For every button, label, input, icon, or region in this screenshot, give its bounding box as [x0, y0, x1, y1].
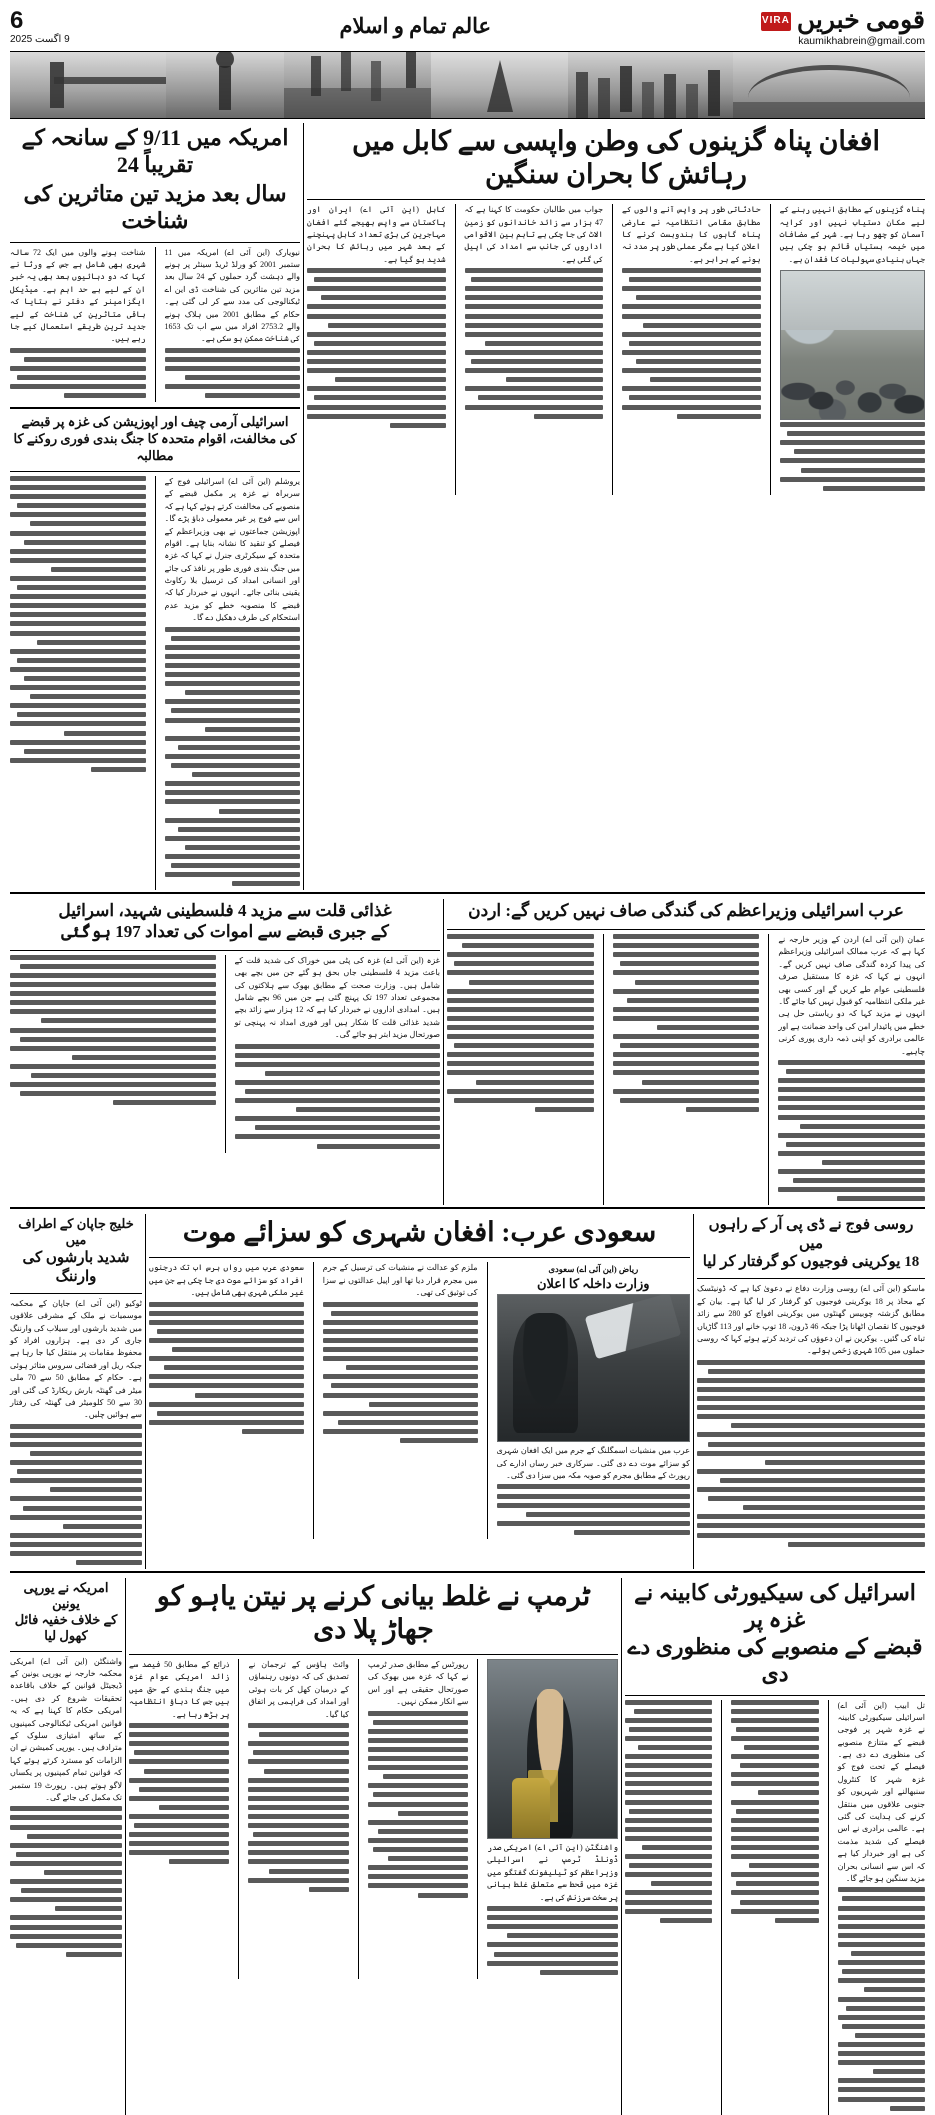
headline-line-2: 18 یوکرینی فوجیوں کو گرفتار کر لیا: [702, 1254, 920, 1271]
russia-body: ماسکو (این آئی اے) روسی وزارت دفاع نے دعویٰ کیا ہے کہ ڈونیٹسک کے محاذ پر 18 یوکرینی فوجیوں کو گرفتار کر لیا گیا ہے۔ بیان کے مطابق گزشتہ چوبیس گھنٹوں میں یوکرینی افواج کو 280 سے زائد فوجیوں کا نقصان اٹھانا پڑا جبکہ 46 ڈرون، 18 توپ خانے اور 113 گاڑیاں تباہ کی گئیں۔ یوکرین نے ان دعوؤں کی تردید کرتے ہوئے کہا کہ روسی حملوں میں 105 شہری زخمی ہوئے۔: [697, 1284, 925, 1356]
brand-logo-icon: VIRA: [761, 12, 791, 31]
headline-line-1: روسی فوج نے ڈی پی آر کے راہوں میں: [708, 1217, 914, 1252]
israel-sec-col-3: [625, 1700, 712, 2115]
lead-body-3: جواب میں طالبان حکومت کا کہنا ہے کہ 47 ہزار سے زائد خاندانوں کو زمین الاٹ کی جا چکی ہے تاہم بین الاقوامی اداروں کی جانب سے امداد کی اپیل کی گئی ہے۔: [464, 205, 604, 264]
third-block: [10, 1214, 925, 1569]
article-trump-netanyahu: [129, 1578, 618, 2115]
israel-sec-col-1: [838, 1700, 925, 2115]
lead-col-3: [465, 204, 604, 495]
saudi-sub: وزارت داخلہ کا اعلان: [536, 1276, 650, 1292]
a911-body-1: نیویارک (این آئی اے) امریکہ میں 11 ستمبر 2001 کو ورلڈ ٹریڈ سینٹر پر ہونے والے دہشت گرد حملوں کے 24 سال بعد مزید تین متاثرین کی شناخت ڈی این اے ٹیکنالوجی کی مدد سے کر لی گئی ہے۔ حکام کے مطابق 2001 میں ہلاک ہونے والے 2753.2 افراد میں سے اب تک 1653 کی شناخت ممکن ہو سکی ہے۔: [164, 247, 301, 344]
photo-afghan-refugee-camp: [780, 270, 925, 420]
trump-body-3: وائٹ ہاؤس کے ترجمان نے تصدیق کی کہ دونوں رہنماؤں کے درمیان کھل کر بات ہوئی اور امداد کی فراہمی پر اتفاق کیا گیا۔: [248, 1660, 349, 1719]
photo-saudi-execution: [497, 1294, 690, 1442]
a911-col-1: [165, 247, 301, 403]
food-col-2: [10, 955, 216, 1153]
photo-trump-speech: [487, 1659, 618, 1839]
headline-line-2: سال بعد مزید تین متاثرین کی شناخت: [23, 180, 287, 233]
headline-line-1: خلیج جاپان کے اطراف: [18, 1216, 134, 1232]
lead-col-1: [780, 204, 925, 495]
article-america-911: [10, 123, 300, 890]
headline-line-2: قبضے کے منصوبے کی منظوری دے دی: [627, 1633, 923, 1686]
israel-chief-col-2: [10, 476, 146, 890]
headline-line-1: غذائی قلت سے مزید 4 فلسطینی شہید، اسرائیل: [58, 901, 392, 921]
headline: عرب اسرائیلی وزیراعظم کی گندگی صاف نہیں کریں گے: اردن: [468, 901, 904, 921]
article-japan-rain: [10, 1214, 142, 1569]
bottom-block: [10, 1578, 925, 2115]
saudi-col-3: [149, 1262, 304, 1539]
banner-image-sydney-harbour-bridge: [733, 52, 925, 118]
headline-line-2: کے جبری قبضے سے اموات کی تعداد 197 ہوگئی: [61, 922, 389, 942]
lead-dateline: پناہ گزینوں کے مطابق انہیں رہنے کے لیے مکان دستیاب نہیں اور کرایہ آسمان کو چھو رہا ہے۔ شہر کے مضافات میں خیمہ بستیاں قائم ہو چکی ہیں جہاں بنیادی سہولیات کا فقدان ہے۔: [779, 205, 925, 264]
trump-body-2: رپورٹس کے مطابق صدر ٹرمپ نے کہا کہ غزہ میں بھوک کی صورتحال حقیقی ہے اور اس سے انکار ممکن نہیں۔: [367, 1660, 469, 1707]
banner-image-tower-bridge: [10, 52, 166, 118]
arab-col-3: [447, 934, 594, 1205]
lead-col-2: [622, 204, 761, 495]
headline-line-3: شدید بارشوں کی وارننگ: [22, 1250, 130, 1285]
israel-sec-body: تل ابیب (این آئی اے) اسرائیلی سیکیورٹی کابینہ نے غزہ شہر پر فوجی قبضے کے متنازع منصوبے کی منظوری دے دی ہے۔ فیصلے کے تحت فوج کو غزہ شہر کا کنٹرول سنبھالنے اور شہریوں کو جنوبی علاقوں میں منتقل کرنے کی ہدایت کی گئی ہے۔ عالمی برادری نے اس فیصلے کی شدید مذمت کی ہے اور خبردار کیا ہے کہ اس سے انسانی بحران مزید سنگین ہو جائے گا۔: [837, 1700, 925, 1883]
saudi-col-1: [497, 1262, 690, 1539]
section-title: عالم تمام و اسلام: [339, 14, 492, 38]
saudi-dateline: ریاض (این آئی اے) سعودی: [548, 1264, 639, 1275]
article-us-eu: [10, 1578, 122, 2115]
headline: ٹرمپ نے غلط بیانی کرنے پر نیتن یاہو کو جھاڑ پلا دی: [156, 1581, 591, 1645]
headline-israel-chief: اسرائیلی آرمی چیف اور اپوزیشن کی غزہ پر قبضے کی مخالفت، اقوام متحدہ کا جنگ بندی فوری روکنے کا مطالبہ: [13, 414, 297, 464]
top-block: [10, 123, 925, 890]
trump-body-4: ذرائع کے مطابق 50 فیصد سے زائد امریکی عوام غزہ میں جنگ بندی کے حق میں ہیں جس کا دباؤ انتظامیہ پر بڑھ رہا ہے۔: [128, 1660, 230, 1719]
us-eu-body: واشنگٹن (این آئی اے) امریکی محکمہ خارجہ نے یورپی یونین کے ڈیجیٹل قوانین کے خلاف باقاعدہ تحقیقات شروع کر دی ہیں۔ امریکی حکام کا کہنا ہے کہ یہ قوانین امریکی ٹیکنالوجی کمپنیوں کے ساتھ امتیازی سلوک کے مترادف ہیں۔ یورپی کمیشن نے ان الزامات کو مسترد کرتے ہوئے کہا کہ قوانین تمام کمپنیوں پر یکساں لاگو ہوتے ہیں۔ رپورٹ 19 ستمبر تک مکمل کی جائے گی۔: [10, 1656, 123, 1802]
saudi-body-1: عرب میں منشیات اسمگلنگ کے جرم میں ایک افغان شہری کو سزائے موت دے دی گئی۔ سرکاری خبر رساں ادارے کی رپورٹ کے مطابق مجرم کو صوبہ مکہ میں سزا دی گئی۔: [496, 1446, 690, 1481]
banner-image-statue-of-liberty: [166, 52, 285, 118]
headline-line-2: میں: [65, 1232, 87, 1248]
headline-line-2: کے خلاف خفیہ فائل کھول لیا: [14, 1611, 118, 1643]
masthead-brand: [761, 8, 925, 47]
headline-line-1: امریکہ میں 9/11 کے سانحہ کے تقریباً 24: [21, 125, 289, 178]
article-russia-ukraine: [697, 1214, 925, 1569]
israel-sec-col-2: [731, 1700, 818, 2115]
trump-col-1: [487, 1659, 618, 1979]
article-food-shortage: [10, 899, 440, 1205]
lead-dateline-main: کابل (این آئی اے) ایران اور پاکستان سے واپس بھیجے گئے افغان مہاجرین کی بڑی تعداد کابل پہنچنے کے بعد شہر میں رہائش کا بحران شدید ہو گیا ہے۔: [307, 205, 446, 264]
article-israel-security-cabinet: [625, 1578, 925, 2115]
headline: سعودی عرب: افغان شہری کو سزائے موت: [182, 1217, 657, 1248]
banner-image-eiffel-tower: [431, 52, 568, 118]
food-body: غزہ (این آئی اے) غزہ کی پٹی میں خوراک کی شدید قلت کے باعث مزید 4 فلسطینی جاں بحق ہو گئے جن میں بچے بھی شامل ہیں۔ وزارت صحت کے مطابق بھوک سے ہلاکتوں کی مجموعی تعداد 197 تک پہنچ گئی ہے جن میں 96 بچے شامل ہیں۔ امدادی اداروں نے خبردار کیا ہے کہ 12 ہزار سے زائد بچے شدید غذائی قلت کا شکار ہیں اور فوری امداد نہ پہنچی تو صورتحال مزید ابتر ہو جائے گی۔: [234, 955, 441, 1040]
city-skyline-banner: [10, 51, 925, 119]
page-number: 6: [10, 7, 24, 34]
japan-body: ٹوکیو (این آئی اے) جاپان کے محکمہ موسمیات نے ملک کے مشرقی علاقوں میں شدید بارشوں اور سیلاب کی وارننگ جاری کر دی ہے۔ ہزاروں افراد کو محفوظ مقامات پر منتقل کیا جا رہا ہے جبکہ ریل اور فضائی سروس متاثر ہوئی ہے۔ حکام کے مطابق 50 سے 70 ملی میٹر فی گھنٹہ بارش ریکارڈ کی گئی اور 30 سے 50 کلومیٹر فی گھنٹہ کی رفتار سے ہوائیں چلیں۔: [10, 1298, 143, 1420]
saudi-body-3: سعودی عرب میں رواں برس اب تک درجنوں افراد کو سزائے موت دی جا چکی ہے جن میں غیر ملکی شہری بھی شامل ہیں۔: [149, 1263, 304, 1298]
israel-chief-col-1: [165, 476, 301, 890]
banner-image-city-skyline: [568, 52, 733, 118]
food-col-1: [235, 955, 441, 1153]
israel-chief-body: یروشلم (این آئی اے) اسرائیلی فوج کے سربراہ نے غزہ پر مکمل قبضے کے منصوبے کی مخالفت کرتے ہوئے کہا ہے کہ اس سے فوج پر غیر معمولی دباؤ پڑے گا۔ اپوزیشن جماعتوں نے بھی وزیراعظم کے فیصلے کو تنقید کا نشانہ بنایا ہے۔ اقوام متحدہ کے سیکرٹری جنرل نے کہا کہ غزہ میں جنگ بندی فوری طور پر نافذ کی جائے اور انسانی امداد کی ترسیل بلا رکاوٹ یقینی بنائی جائے۔ انہوں نے خبردار کیا کہ قبضے کا منصوبہ خطے کو مزید عدم استحکام کی طرف دھکیل دے گا۔: [164, 476, 300, 623]
saudi-body-2: ملزم کو عدالت نے منشیات کی ترسیل کے جرم میں مجرم قرار دیا تھا اور اپیل عدالتوں نے سزا کی توثیق کی تھی۔: [322, 1263, 478, 1298]
headline: افغان پناہ گزینوں کی وطن واپسی سے کابل میں رہائش کا بحران سنگین: [351, 126, 881, 190]
article-afghan-refugees: [307, 123, 925, 890]
trump-col-2: [368, 1659, 468, 1979]
a911-body-2: شناخت ہونے والوں میں ایک 72 سالہ شہری بھی شامل ہے جس کے ورثا نے کہا کہ دو دہائیوں بعد بھی یہ خبر ان کے لیے بے حد اہم ہے۔ میڈیکل ایگزامینر کے دفتر نے بتایا کہ باقی متاثرین کی شناخت کے لیے جدید ترین طریقے استعمال کیے جا رہے ہیں۔: [10, 247, 146, 344]
masthead: [10, 8, 925, 51]
trump-col-4: [129, 1659, 229, 1979]
lead-col-4: [307, 204, 446, 495]
banner-image-city-bridge: [284, 52, 430, 118]
article-arab-jordan: [447, 899, 925, 1205]
brand-title: قومی خبریں: [796, 7, 925, 34]
headline-line-1: امریکہ نے یورپی یونین: [23, 1580, 109, 1612]
arab-body: عمان (این آئی اے) اردن کے وزیر خارجہ نے کہا ہے کہ عرب ممالک اسرائیلی وزیراعظم کی پیدا کردہ گندگی صاف نہیں کریں گے۔ انہوں نے کہا کہ غزہ کا مستقبل صرف فلسطینی عوام طے کریں گے اور کسی بھی غیر ملکی انتظامیہ کو قبول نہیں کیا جائے گا۔ انہوں نے مزید کہا کہ دو ریاستی حل ہی خطے میں پائیدار امن کی واحد ضمانت ہے اور عالمی برادری کو اپنی ذمہ داری پوری کرنی چاہیے۔: [778, 935, 925, 1056]
page-date: 9 اگست 2025: [10, 34, 70, 46]
contact-email: kaumikhabrein@gmail.com: [798, 35, 925, 48]
trump-col-3: [248, 1659, 348, 1979]
article-saudi-afghan: [149, 1214, 690, 1569]
saudi-col-2: [323, 1262, 478, 1539]
arab-col-2: [613, 934, 760, 1205]
headline-line-1: اسرائیل کی سیکیورٹی کابینہ نے غزہ پر: [634, 1580, 916, 1633]
second-block: [10, 899, 925, 1205]
a911-col-2: [10, 247, 146, 403]
trump-body-1: واشنگٹن (این آئی اے) امریکی صدر ڈونلڈ ٹرمپ نے اسرائیلی وزیراعظم کو ٹیلیفونک گفتگو میں غزہ میں قحط سے متعلق غلط بیانی پر سخت سرزنش کی ہے۔: [487, 1843, 618, 1902]
arab-col-1: [778, 934, 925, 1205]
lead-body-2: حادثاتی طور پر واپس آنے والوں کے مطابق مقامی انتظامیہ نے عارضی پناہ گاہوں کا بندوبست کرنے کا اعلان کیا ہے مگر عملی طور پر مدد نہ ہونے کے برابر ہے۔: [622, 205, 761, 264]
masthead-page-info: [10, 8, 70, 45]
